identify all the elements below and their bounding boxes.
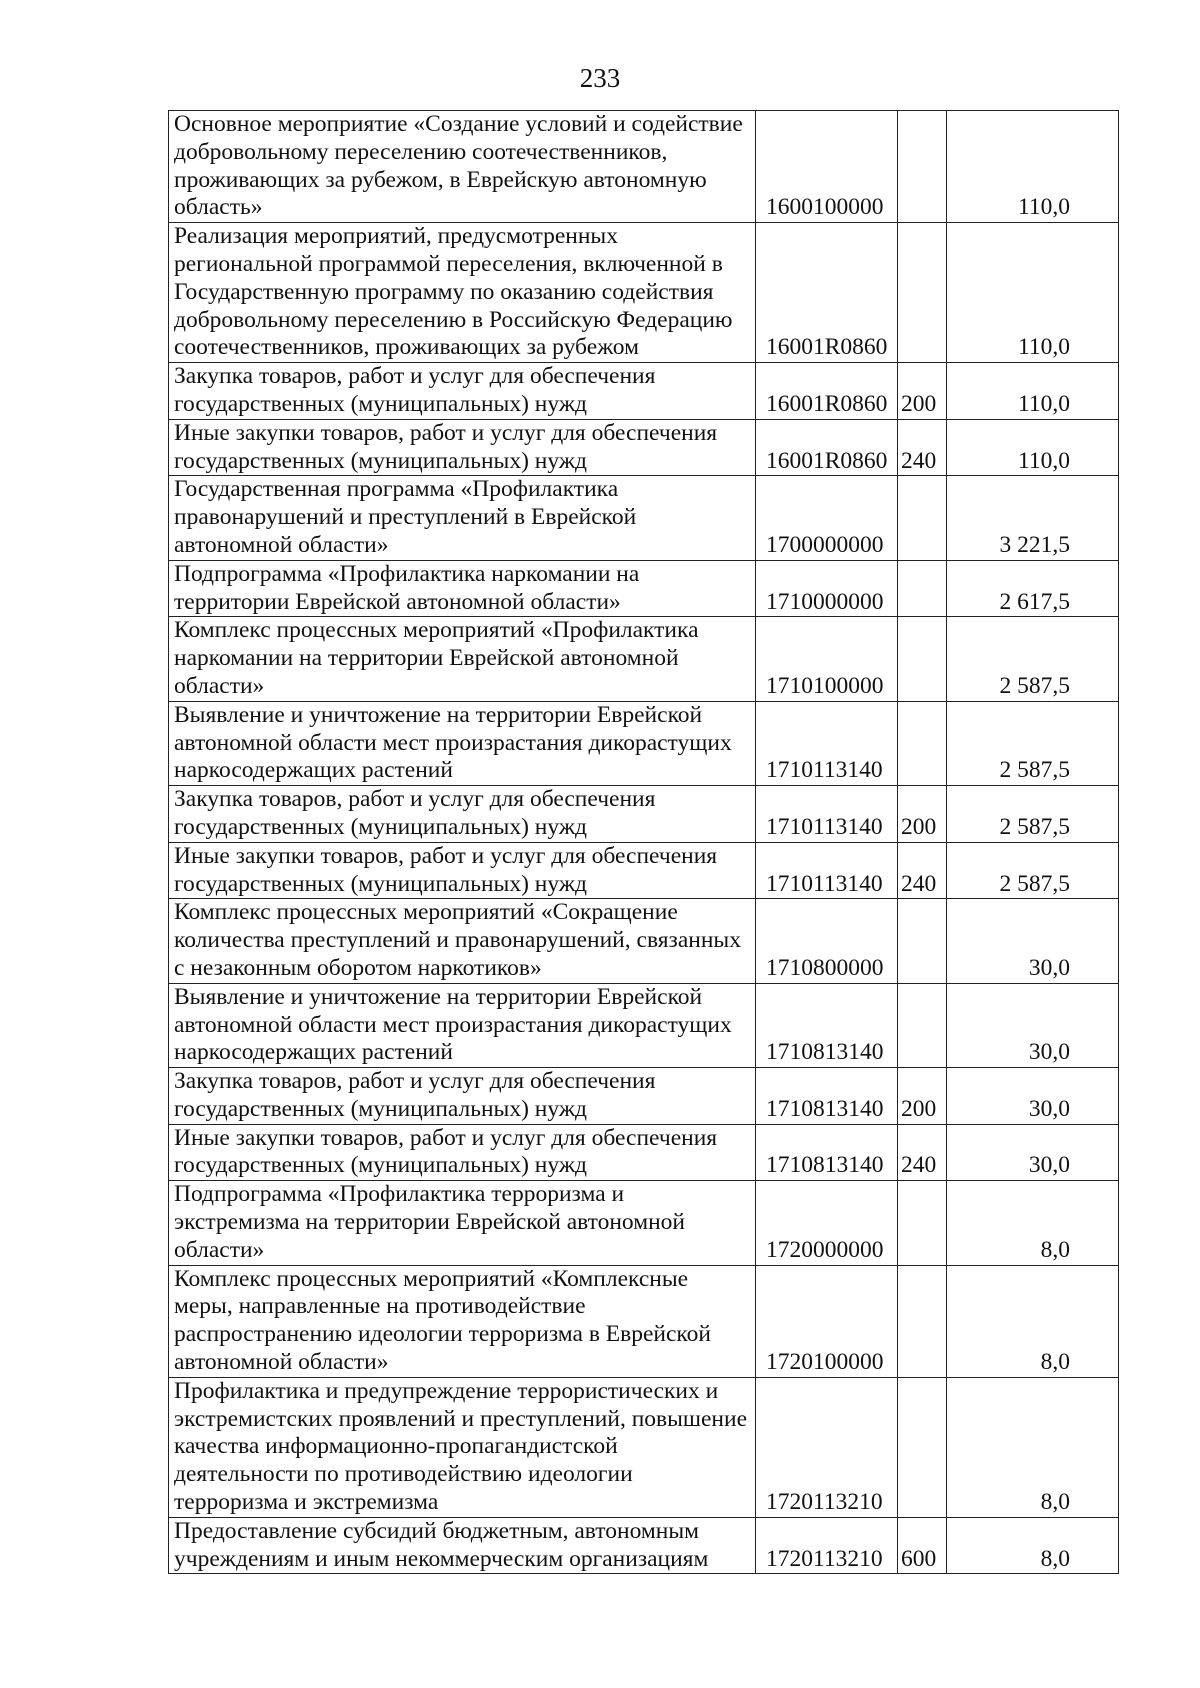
row-name: Комплекс процессных мероприятий «Комплексные меры, направленные на противодействие распространению идеологии терроризма в Еврейской автономной области» [169, 1265, 756, 1377]
row-name: Закупка товаров, работ и услуг для обеспечения государственных (муниципальных) нужд [169, 786, 756, 843]
row-type [898, 899, 947, 983]
row-code: 1710800000 [756, 899, 898, 983]
table-row [169, 363, 1119, 420]
row-code: 16001R0860 [756, 363, 898, 420]
row-name: Закупка товаров, работ и услуг для обеспечения государственных (муниципальных) нужд [169, 1068, 756, 1125]
row-code: 1700000000 [756, 476, 898, 560]
row-type [898, 1181, 947, 1265]
row-amount: 2 617,5 [947, 560, 1119, 617]
row-amount: 8,0 [947, 1181, 1119, 1265]
row-amount: 30,0 [947, 1068, 1119, 1125]
row-code: 1710113140 [756, 701, 898, 785]
row-type: 600 [898, 1517, 947, 1574]
row-code: 1710113140 [756, 842, 898, 899]
row-type [898, 617, 947, 701]
row-name: Иные закупки товаров, работ и услуг для обеспечения государственных (муниципальных) нужд [169, 1124, 756, 1181]
row-type [898, 560, 947, 617]
row-name: Иные закупки товаров, работ и услуг для обеспечения государственных (муниципальных) нужд [169, 842, 756, 899]
row-type: 200 [898, 1068, 947, 1125]
row-amount: 8,0 [947, 1265, 1119, 1377]
row-name: Государственная программа «Профилактика правонарушений и преступлений в Еврейской автономной области» [169, 476, 756, 560]
table-row [169, 223, 1119, 363]
row-code: 1710813140 [756, 1068, 898, 1125]
table-row [169, 1265, 1119, 1377]
table-row [169, 899, 1119, 983]
row-name: Предоставление субсидий бюджетным, автономным учреждениям и иным некоммерческим организациям [169, 1517, 756, 1574]
row-name: Профилактика и предупреждение террористических и экстремистских проявлений и преступлений, повышение качества информационно-пропагандистской деятельности по противодействию идеологии терроризма и экстремизма [169, 1377, 756, 1517]
row-amount: 30,0 [947, 899, 1119, 983]
row-code: 1710100000 [756, 617, 898, 701]
row-type [898, 701, 947, 785]
table-row [169, 701, 1119, 785]
row-code: 16001R0860 [756, 419, 898, 476]
row-type [898, 983, 947, 1067]
row-type [898, 223, 947, 363]
row-type [898, 111, 947, 223]
budget-table [168, 110, 1119, 1574]
row-code: 1720113210 [756, 1517, 898, 1574]
row-name: Закупка товаров, работ и услуг для обеспечения государственных (муниципальных) нужд [169, 363, 756, 420]
row-name: Выявление и уничтожение на территории Еврейской автономной области мест произрастания дикорастущих наркосодержащих растений [169, 983, 756, 1067]
row-type: 200 [898, 786, 947, 843]
row-amount: 8,0 [947, 1377, 1119, 1517]
table-row [169, 1377, 1119, 1517]
row-amount: 2 587,5 [947, 786, 1119, 843]
row-code: 1710000000 [756, 560, 898, 617]
page-number: 233 [579, 63, 621, 93]
row-type: 240 [898, 419, 947, 476]
row-name: Подпрограмма «Профилактика наркомании на территории Еврейской автономной области» [169, 560, 756, 617]
row-amount: 2 587,5 [947, 842, 1119, 899]
row-amount: 30,0 [947, 983, 1119, 1067]
table-row [169, 1124, 1119, 1181]
row-type: 240 [898, 1124, 947, 1181]
row-code: 1600100000 [756, 111, 898, 223]
row-amount: 2 587,5 [947, 617, 1119, 701]
row-code: 1720113210 [756, 1377, 898, 1517]
row-amount: 110,0 [947, 223, 1119, 363]
row-name: Подпрограмма «Профилактика терроризма и экстремизма на территории Еврейской автономной области» [169, 1181, 756, 1265]
table-row [169, 617, 1119, 701]
table-row [169, 1068, 1119, 1125]
table-row [169, 476, 1119, 560]
table-row [169, 786, 1119, 843]
row-code: 1720100000 [756, 1265, 898, 1377]
row-amount: 2 587,5 [947, 701, 1119, 785]
row-type: 240 [898, 842, 947, 899]
row-type: 200 [898, 363, 947, 420]
row-amount: 110,0 [947, 419, 1119, 476]
row-code: 1710813140 [756, 983, 898, 1067]
row-code: 16001R0860 [756, 223, 898, 363]
table-row [169, 111, 1119, 223]
row-amount: 8,0 [947, 1517, 1119, 1574]
row-code: 1710113140 [756, 786, 898, 843]
row-amount: 3 221,5 [947, 476, 1119, 560]
row-amount: 30,0 [947, 1124, 1119, 1181]
row-code: 1710813140 [756, 1124, 898, 1181]
row-type [898, 476, 947, 560]
table-row [169, 983, 1119, 1067]
table-row [169, 1181, 1119, 1265]
row-name: Выявление и уничтожение на территории Еврейской автономной области мест произрастания дикорастущих наркосодержащих растений [169, 701, 756, 785]
table-row [169, 1517, 1119, 1574]
row-amount: 110,0 [947, 111, 1119, 223]
row-type [898, 1377, 947, 1517]
row-name: Реализация мероприятий, предусмотренных региональной программой переселения, включенной в Государственную программу по оказанию содействия добровольному переселению в Российскую Федерацию соотечественников, проживающих за рубежом [169, 223, 756, 363]
row-name: Комплекс процессных мероприятий «Профилактика наркомании на территории Еврейской автономной области» [169, 617, 756, 701]
table-row [169, 842, 1119, 899]
row-name: Иные закупки товаров, работ и услуг для обеспечения государственных (муниципальных) нужд [169, 419, 756, 476]
row-type [898, 1265, 947, 1377]
row-name: Основное мероприятие «Создание условий и содействие добровольному переселению соотечественников, проживающих за рубежом, в Еврейскую автономную область» [169, 111, 756, 223]
table-row [169, 419, 1119, 476]
row-amount: 110,0 [947, 363, 1119, 420]
row-name: Комплекс процессных мероприятий «Сокращение количества преступлений и правонарушений, связанных с незаконным оборотом наркотиков» [169, 899, 756, 983]
table-row [169, 560, 1119, 617]
row-code: 1720000000 [756, 1181, 898, 1265]
